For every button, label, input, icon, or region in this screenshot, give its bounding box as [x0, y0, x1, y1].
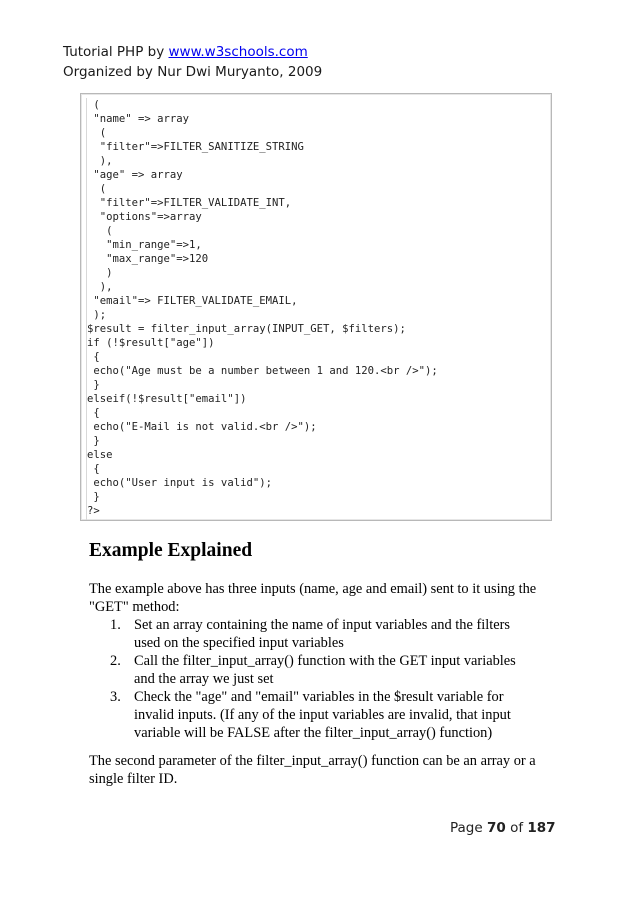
w3schools-link[interactable]: www.w3schools.com: [168, 44, 308, 60]
code-block-inner: [86, 98, 551, 520]
code-line: echo("E-Mail is not valid.<br />");: [87, 421, 317, 433]
code-line: (: [87, 127, 107, 139]
list-item-number: 2.: [110, 653, 121, 669]
total-pages: 187: [527, 820, 556, 836]
code-line: (: [87, 225, 113, 237]
code-line: }: [87, 379, 100, 391]
list-item: [89, 652, 539, 688]
of-label: of: [510, 820, 524, 836]
code-line: elseif(!$result["email"]): [87, 393, 247, 405]
closing-paragraph: The second parameter of the filter_input_array() function can be an array or a single filter ID.: [89, 753, 536, 787]
code-line: ),: [87, 155, 113, 167]
code-line: "options"=>array: [87, 211, 202, 223]
intro-paragraph: The example above has three inputs (name, age and email) sent to it using the "GET" method:: [89, 581, 537, 615]
code-line: if (!$result["age"]): [87, 337, 215, 349]
page-number: 70: [486, 820, 506, 836]
code-listing: [87, 98, 551, 518]
steps-list: [89, 616, 539, 742]
code-line: {: [87, 407, 100, 419]
code-line: }: [87, 491, 100, 503]
code-line: echo("Age must be a number between 1 and 120.<br />");: [87, 365, 438, 377]
code-line: "age" => array: [87, 169, 183, 181]
code-line: );: [87, 309, 107, 321]
list-item-text: Check the "age" and "email" variables in the $result variable for invalid inputs. (If any of the input variables are invalid, that input variable will be FALSE after the filter_input_array() function): [134, 689, 511, 741]
code-line: else: [87, 449, 113, 461]
code-line: "filter"=>FILTER_VALIDATE_INT,: [87, 197, 292, 209]
code-line: "email"=> FILTER_VALIDATE_EMAIL,: [87, 295, 298, 307]
page-footer: [450, 820, 556, 836]
code-line: "filter"=>FILTER_SANITIZE_STRING: [87, 141, 304, 153]
code-line: "name" => array: [87, 113, 190, 125]
code-line: "min_range"=>1,: [87, 239, 202, 251]
code-line: (: [87, 183, 107, 195]
code-line: echo("User input is valid");: [87, 477, 272, 489]
code-line: ),: [87, 281, 113, 293]
section-title: Example Explained: [89, 540, 253, 561]
code-line: $result = filter_input_array(INPUT_GET, $filters);: [87, 323, 406, 335]
header-line-1: [63, 42, 322, 62]
header-prefix: Tutorial PHP by: [63, 44, 169, 60]
code-line: ): [87, 267, 113, 279]
code-line: {: [87, 463, 100, 475]
list-item: [89, 688, 539, 742]
code-line: ?>: [87, 505, 100, 517]
code-line: "max_range"=>120: [87, 253, 209, 265]
list-item-text: Set an array containing the name of input variables and the filters used on the specified input variables: [134, 617, 511, 651]
code-block: [80, 93, 552, 521]
code-line: {: [87, 351, 100, 363]
page-header: [63, 42, 322, 82]
list-item-text: Call the filter_input_array() function with the GET input variables and the array we just set: [134, 653, 516, 687]
code-line: (: [87, 99, 100, 111]
list-item-number: 1.: [110, 617, 121, 633]
page-label: Page: [450, 820, 483, 836]
header-line-2: Organized by Nur Dwi Muryanto, 2009: [63, 64, 323, 80]
code-line: }: [87, 435, 100, 447]
list-item: [89, 616, 539, 652]
list-item-number: 3.: [110, 689, 121, 705]
